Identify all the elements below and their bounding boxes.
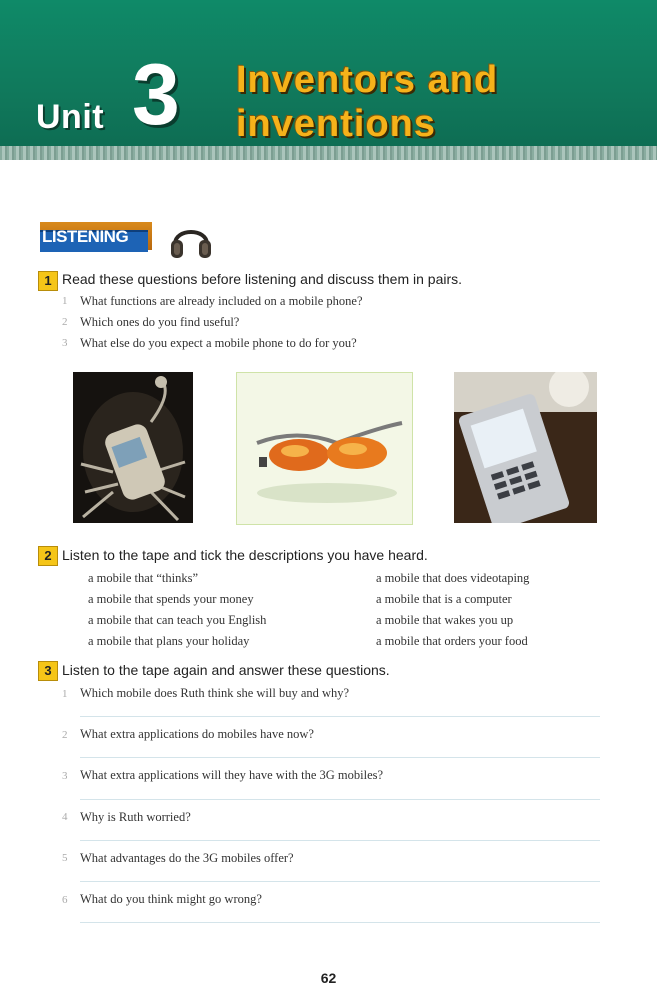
- ex3-question: What advantages do the 3G mobiles offer?: [80, 851, 294, 865]
- ex2-description-left: a mobile that spends your money: [88, 592, 254, 606]
- exercise-3-number: 3: [38, 661, 58, 681]
- ex2-description-left: a mobile that plans your holiday: [88, 634, 250, 648]
- ex3-question-number: 2: [62, 729, 68, 741]
- ex2-description-left: a mobile that can teach you English: [88, 613, 267, 627]
- exercise-1-instruction: Read these questions before listening and discuss them in pairs.: [62, 271, 463, 287]
- headphones-icon: [168, 220, 214, 260]
- unit-title-line-1: Inventors and: [236, 59, 499, 101]
- ex3-question: What do you think might go wrong?: [80, 892, 262, 906]
- ex3-answer-line[interactable]: [80, 799, 600, 800]
- ex2-description-right: a mobile that wakes you up: [376, 613, 514, 627]
- exercise-2-instruction: Listen to the tape and tick the descriptions you have heard.: [62, 547, 428, 563]
- ex2-description-right: a mobile that orders your food: [376, 634, 528, 648]
- ex3-question: Which mobile does Ruth think she will buy and why?: [80, 686, 350, 700]
- ex3-answer-line[interactable]: [80, 840, 600, 841]
- ex1-question: What functions are already included on a mobile phone?: [80, 294, 363, 308]
- ex1-question-number: 1: [62, 295, 68, 307]
- exercise-2-number: 2: [38, 546, 58, 566]
- ex1-question: What else do you expect a mobile phone to do for you?: [80, 336, 357, 350]
- ex3-answer-line[interactable]: [80, 757, 600, 758]
- scorpion-phone-photo: [73, 372, 193, 523]
- ex2-description-right: a mobile that is a computer: [376, 592, 512, 606]
- ex3-question-number: 1: [62, 688, 68, 700]
- ex2-description-left: a mobile that “thinks”: [88, 571, 199, 585]
- ex1-question: Which ones do you find useful?: [80, 315, 240, 329]
- ex2-description-right: a mobile that does videotaping: [376, 571, 530, 585]
- exercise-1-number: 1: [38, 271, 58, 291]
- ex1-question-number: 2: [62, 316, 68, 328]
- listening-section-tag: [40, 222, 152, 250]
- ex3-question-number: 3: [62, 770, 68, 782]
- ex3-question: Why is Ruth worried?: [80, 810, 191, 824]
- ex3-question: What extra applications do mobiles have now?: [80, 727, 314, 741]
- ex3-question: What extra applications will they have with the 3G mobiles?: [80, 768, 384, 782]
- ex1-question-number: 3: [62, 337, 68, 349]
- section-tag-label: LISTENING: [42, 227, 129, 246]
- unit-label: Unit: [36, 98, 105, 136]
- unit-banner: [0, 0, 657, 160]
- ex3-question-number: 5: [62, 852, 68, 864]
- ex3-answer-line[interactable]: [80, 922, 600, 923]
- ex3-answer-line[interactable]: [80, 881, 600, 882]
- exercise-3-instruction: Listen to the tape again and answer these questions.: [62, 662, 390, 678]
- sunglasses-photo: [236, 372, 413, 525]
- ex3-answer-line[interactable]: [80, 716, 600, 717]
- ex3-question-number: 6: [62, 894, 68, 906]
- page-number: 62: [320, 970, 337, 986]
- ex3-question-number: 4: [62, 811, 68, 823]
- smartphone-photo: [454, 372, 597, 523]
- unit-title-line-2: inventions: [236, 103, 437, 145]
- unit-number: 3: [132, 47, 180, 143]
